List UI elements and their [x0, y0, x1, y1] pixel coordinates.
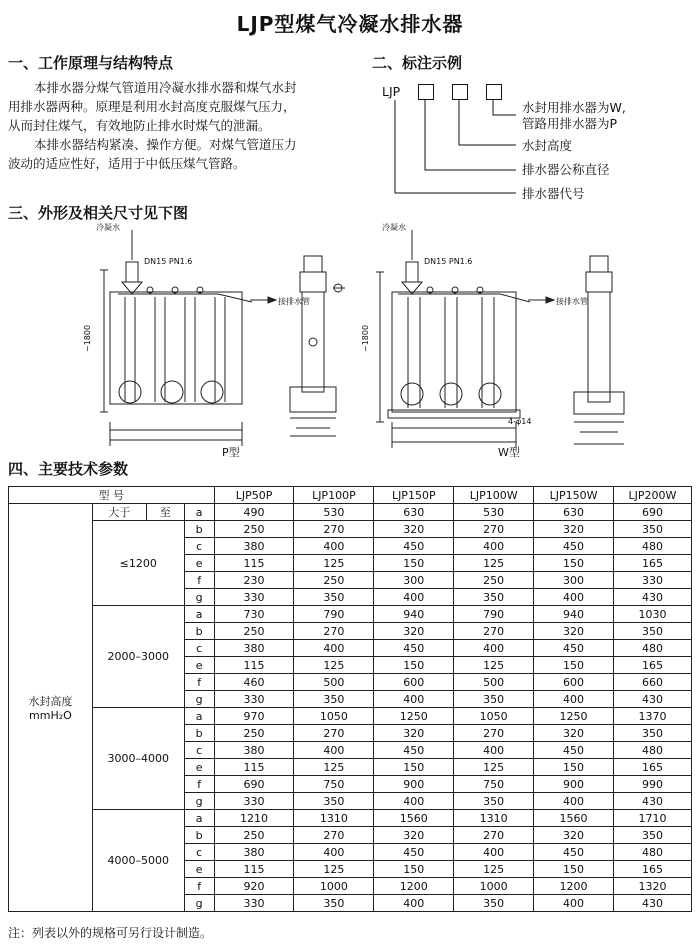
- footnote: 注：列表以外的规格可另行设计制造。: [8, 926, 213, 940]
- param-value: 150: [374, 555, 454, 572]
- p-cond-water-label: 冷凝水: [96, 223, 120, 232]
- model-name: LJP150P: [374, 487, 454, 504]
- param-value: 400: [534, 691, 614, 708]
- table-row: [9, 810, 692, 827]
- param-value: 970: [214, 708, 294, 725]
- param-value: 790: [294, 606, 374, 623]
- range-cell: 2000–3000: [92, 606, 184, 708]
- param-value: 400: [454, 742, 534, 759]
- param-value: 450: [374, 538, 454, 555]
- param-value: 400: [294, 844, 374, 861]
- param-value: 300: [374, 572, 454, 589]
- w-dn-label: DN15 PN1.6: [424, 257, 473, 266]
- param-value: 330: [214, 589, 294, 606]
- param-key: f: [184, 776, 214, 793]
- param-value: 920: [214, 878, 294, 895]
- param-value: 900: [374, 776, 454, 793]
- param-value: 400: [374, 895, 454, 912]
- range-cell: 3000–4000: [92, 708, 184, 810]
- param-value: 320: [534, 623, 614, 640]
- section4-heading: 四、主要技术参数: [8, 460, 129, 478]
- param-value: 350: [294, 589, 374, 606]
- param-value: 1000: [294, 878, 374, 895]
- param-value: 750: [294, 776, 374, 793]
- param-value: 450: [534, 742, 614, 759]
- param-value: 1030: [613, 606, 691, 623]
- param-value: 270: [454, 623, 534, 640]
- code-prefix: LJP: [382, 84, 401, 99]
- param-value: 430: [613, 895, 691, 912]
- param-value: 150: [534, 555, 614, 572]
- p-dn-label: DN15 PN1.6: [144, 257, 193, 266]
- param-value: 350: [454, 895, 534, 912]
- param-value: 320: [374, 521, 454, 538]
- param-key: a: [184, 810, 214, 827]
- param-value: 1710: [613, 810, 691, 827]
- param-value: 350: [454, 793, 534, 810]
- param-value: 125: [454, 759, 534, 776]
- param-key: f: [184, 572, 214, 589]
- param-value: 115: [214, 657, 294, 674]
- param-value: 125: [454, 555, 534, 572]
- param-value: 1250: [374, 708, 454, 725]
- param-value: 350: [613, 623, 691, 640]
- param-value: 990: [613, 776, 691, 793]
- param-value: 400: [374, 589, 454, 606]
- param-value: 1200: [534, 878, 614, 895]
- to-label: 至: [146, 504, 184, 521]
- param-value: 330: [214, 691, 294, 708]
- range-cell: 4000–5000: [92, 810, 184, 912]
- param-value: 270: [294, 827, 374, 844]
- param-value: 1310: [294, 810, 374, 827]
- param-value: 750: [454, 776, 534, 793]
- param-key: e: [184, 657, 214, 674]
- code-label-diameter: 排水器公称直径: [522, 162, 610, 177]
- param-value: 320: [534, 827, 614, 844]
- param-value: 165: [613, 555, 691, 572]
- param-key: c: [184, 538, 214, 555]
- param-value: 350: [613, 827, 691, 844]
- param-value: 150: [534, 657, 614, 674]
- param-value: 690: [214, 776, 294, 793]
- param-value: 600: [534, 674, 614, 691]
- param-value: 380: [214, 844, 294, 861]
- model-name: LJP100P: [294, 487, 374, 504]
- param-value: 125: [294, 861, 374, 878]
- param-value: 790: [454, 606, 534, 623]
- w-bolt-label: 4-φ14: [508, 417, 532, 426]
- section1-line5: 波动的适应性好，适用于中低压煤气管路。: [8, 156, 246, 171]
- param-value: 1210: [214, 810, 294, 827]
- param-key: g: [184, 589, 214, 606]
- section1-line4: 本排水器结构紧凑、操作方便。对煤气管道压力: [34, 137, 297, 152]
- param-value: 460: [214, 674, 294, 691]
- param-value: 350: [294, 793, 374, 810]
- param-value: 430: [613, 589, 691, 606]
- param-value: 270: [294, 623, 374, 640]
- model-name: LJP50P: [214, 487, 294, 504]
- param-value: 250: [454, 572, 534, 589]
- param-value: 1000: [454, 878, 534, 895]
- param-value: 270: [294, 725, 374, 742]
- table-row: [9, 504, 692, 521]
- param-value: 165: [613, 657, 691, 674]
- param-value: 400: [454, 640, 534, 657]
- param-value: 250: [214, 521, 294, 538]
- water-seal-unit: mmH₂O: [29, 709, 72, 722]
- param-key: e: [184, 555, 214, 572]
- water-seal-label: 水封高度: [28, 695, 73, 708]
- param-value: 125: [294, 657, 374, 674]
- param-value: 380: [214, 538, 294, 555]
- param-key: g: [184, 895, 214, 912]
- param-value: 400: [294, 640, 374, 657]
- param-value: 150: [534, 861, 614, 878]
- param-value: 115: [214, 555, 294, 572]
- param-value: 350: [613, 725, 691, 742]
- param-value: 165: [613, 759, 691, 776]
- param-value: 480: [613, 844, 691, 861]
- param-value: 320: [374, 623, 454, 640]
- param-value: 1200: [374, 878, 454, 895]
- model-name: LJP150W: [534, 487, 614, 504]
- param-value: 450: [374, 742, 454, 759]
- param-value: 660: [613, 674, 691, 691]
- param-value: 350: [613, 521, 691, 538]
- param-value: 380: [214, 640, 294, 657]
- param-value: 350: [454, 589, 534, 606]
- param-value: 480: [613, 640, 691, 657]
- param-value: 150: [534, 759, 614, 776]
- param-value: 230: [214, 572, 294, 589]
- param-value: 250: [294, 572, 374, 589]
- param-value: 165: [613, 861, 691, 878]
- param-key: a: [184, 504, 214, 521]
- table-row: [9, 606, 692, 623]
- param-value: 350: [454, 691, 534, 708]
- dimension-drawings: [0, 222, 700, 462]
- param-value: 125: [454, 861, 534, 878]
- param-value: 125: [294, 555, 374, 572]
- param-key: a: [184, 708, 214, 725]
- param-value: 350: [294, 691, 374, 708]
- param-value: 400: [454, 844, 534, 861]
- param-value: 400: [534, 589, 614, 606]
- w-drain-label: 接排水管: [556, 297, 588, 306]
- param-value: 350: [294, 895, 374, 912]
- param-key: e: [184, 759, 214, 776]
- param-value: 320: [534, 725, 614, 742]
- param-value: 320: [374, 827, 454, 844]
- param-value: 450: [534, 538, 614, 555]
- param-value: 270: [454, 725, 534, 742]
- param-value: 480: [613, 538, 691, 555]
- param-value: 940: [374, 606, 454, 623]
- param-value: 450: [534, 640, 614, 657]
- section1-line2: 用排水器两种。原理是利用水封高度克服煤气压力，: [8, 99, 296, 114]
- param-value: 330: [214, 793, 294, 810]
- param-value: 270: [294, 521, 374, 538]
- param-value: 400: [454, 538, 534, 555]
- w-type-side-view: [574, 256, 624, 444]
- param-value: 150: [374, 657, 454, 674]
- section2-heading: 二、标注示例: [372, 54, 463, 72]
- param-value: 330: [214, 895, 294, 912]
- param-value: 480: [613, 742, 691, 759]
- param-value: 300: [534, 572, 614, 589]
- param-value: 330: [613, 572, 691, 589]
- param-key: c: [184, 844, 214, 861]
- param-value: 320: [534, 521, 614, 538]
- param-value: 690: [613, 504, 691, 521]
- param-value: 400: [294, 538, 374, 555]
- table-header-row: [9, 487, 692, 504]
- param-value: 450: [534, 844, 614, 861]
- param-key: b: [184, 623, 214, 640]
- param-key: g: [184, 793, 214, 810]
- param-key: c: [184, 742, 214, 759]
- model-header: 型 号: [9, 487, 215, 504]
- p-type-side-view: [290, 256, 345, 436]
- param-value: 270: [454, 827, 534, 844]
- code-label-type: [522, 100, 626, 132]
- param-value: 125: [294, 759, 374, 776]
- w-height-label: ~1800: [361, 324, 370, 352]
- param-key: c: [184, 640, 214, 657]
- param-value: 400: [374, 793, 454, 810]
- param-value: 490: [214, 504, 294, 521]
- param-key: e: [184, 861, 214, 878]
- param-value: 125: [454, 657, 534, 674]
- model-name: LJP100W: [454, 487, 534, 504]
- param-value: 1250: [534, 708, 614, 725]
- param-key: b: [184, 725, 214, 742]
- section1-line3: 从而封住煤气，有效地防止排水时煤气的泄漏。: [8, 118, 271, 133]
- param-value: 450: [374, 844, 454, 861]
- param-value: 450: [374, 640, 454, 657]
- param-value: 250: [214, 725, 294, 742]
- param-value: 1560: [534, 810, 614, 827]
- param-value: 500: [454, 674, 534, 691]
- code-label-type-line2: 管路用排水器为P: [522, 116, 618, 131]
- param-value: 1320: [613, 878, 691, 895]
- param-value: 400: [534, 793, 614, 810]
- param-value: 250: [214, 827, 294, 844]
- range-cell: ≤1200: [92, 521, 184, 606]
- param-value: 430: [613, 691, 691, 708]
- from-label: 大于: [92, 504, 146, 521]
- param-value: 1050: [454, 708, 534, 725]
- param-value: 1310: [454, 810, 534, 827]
- table-row: [9, 708, 692, 725]
- param-value: 600: [374, 674, 454, 691]
- param-value: 1370: [613, 708, 691, 725]
- param-value: 380: [214, 742, 294, 759]
- w-type-label: W型: [498, 446, 520, 459]
- p-drain-label: 接排水管: [278, 297, 310, 306]
- param-value: 630: [374, 504, 454, 521]
- param-value: 400: [374, 691, 454, 708]
- param-value: 1050: [294, 708, 374, 725]
- p-height-label: ~1800: [83, 324, 92, 352]
- param-key: b: [184, 521, 214, 538]
- param-key: g: [184, 691, 214, 708]
- param-key: f: [184, 674, 214, 691]
- param-value: 115: [214, 759, 294, 776]
- spec-table: [8, 486, 692, 912]
- param-value: 400: [534, 895, 614, 912]
- param-value: 270: [454, 521, 534, 538]
- param-value: 250: [214, 623, 294, 640]
- param-key: f: [184, 878, 214, 895]
- param-key: a: [184, 606, 214, 623]
- param-value: 150: [374, 759, 454, 776]
- page-title: LJP型煤气冷凝水排水器: [236, 12, 464, 36]
- model-name: LJP200W: [613, 487, 691, 504]
- p-type-label: P型: [222, 446, 240, 459]
- table-row: [9, 521, 692, 538]
- param-value: 530: [294, 504, 374, 521]
- param-value: 115: [214, 861, 294, 878]
- param-value: 630: [534, 504, 614, 521]
- water-seal-cell: [9, 504, 93, 912]
- param-value: 500: [294, 674, 374, 691]
- param-value: 940: [534, 606, 614, 623]
- param-value: 400: [294, 742, 374, 759]
- param-value: 320: [374, 725, 454, 742]
- param-value: 430: [613, 793, 691, 810]
- param-value: 730: [214, 606, 294, 623]
- code-label-type-line1: 水封用排水器为W,: [522, 100, 626, 115]
- param-key: b: [184, 827, 214, 844]
- param-value: 1560: [374, 810, 454, 827]
- w-cond-water-label: 冷凝水: [382, 223, 406, 232]
- section3-heading: 三、外形及相关尺寸见下图: [8, 204, 189, 222]
- code-label-height: 水封高度: [522, 138, 573, 153]
- code-label-code: 排水器代号: [522, 186, 585, 201]
- section1-heading: 一、工作原理与结构特点: [8, 54, 174, 72]
- param-value: 900: [534, 776, 614, 793]
- section1-line1: 本排水器分煤气管道用冷凝水排水器和煤气水封: [34, 80, 297, 95]
- param-value: 150: [374, 861, 454, 878]
- param-value: 530: [454, 504, 534, 521]
